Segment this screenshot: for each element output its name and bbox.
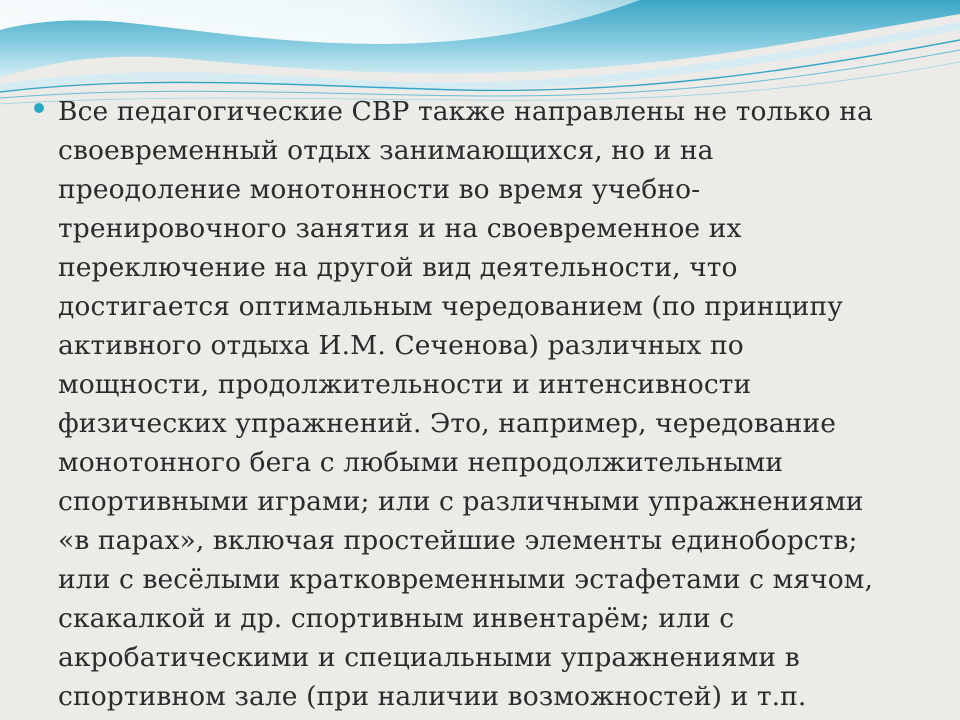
bullet-line: «в парах», включая простейшие элементы единоборств; (58, 525, 858, 556)
bullet-dot-icon (34, 103, 44, 113)
bullet-line: Все педагогические СВР также направлены не только на (58, 96, 873, 127)
bullet-line: тренировочного занятия и на своевременное их (58, 213, 742, 244)
bullet-line: своевременный отдых занимающихся, но и на (58, 135, 714, 166)
bullet-item (32, 92, 932, 716)
content-area (32, 92, 932, 716)
bullet-line: скакалкой и др. спортивным инвентарём; или с (58, 603, 735, 634)
bullet-line: преодоление монотонности во время учебно- (58, 174, 701, 205)
bullet-line: мощности, продолжительности и интенсивности (58, 369, 752, 400)
bullet-line: физических упражнений. Это, например, чередование (58, 408, 837, 439)
bullet-line: монотонного бега с любыми непродолжительными (58, 447, 784, 478)
bullet-line: спортивном зале (при наличии возможностей) и т.п. (58, 681, 807, 712)
bullet-line: или с весёлыми кратковременными эстафетами с мячом, (58, 564, 874, 595)
bullet-line: акробатическими и специальными упражнениями в (58, 642, 800, 673)
bullet-line: достигается оптимальным чередованием (по принципу (58, 291, 843, 322)
bullet-line: переключение на другой вид деятельности, что (58, 252, 738, 283)
bullet-line: активного отдыха И.М. Сеченова) различных по (58, 330, 744, 361)
bullet-line: спортивными играми; или с различными упражнениями (58, 486, 864, 517)
